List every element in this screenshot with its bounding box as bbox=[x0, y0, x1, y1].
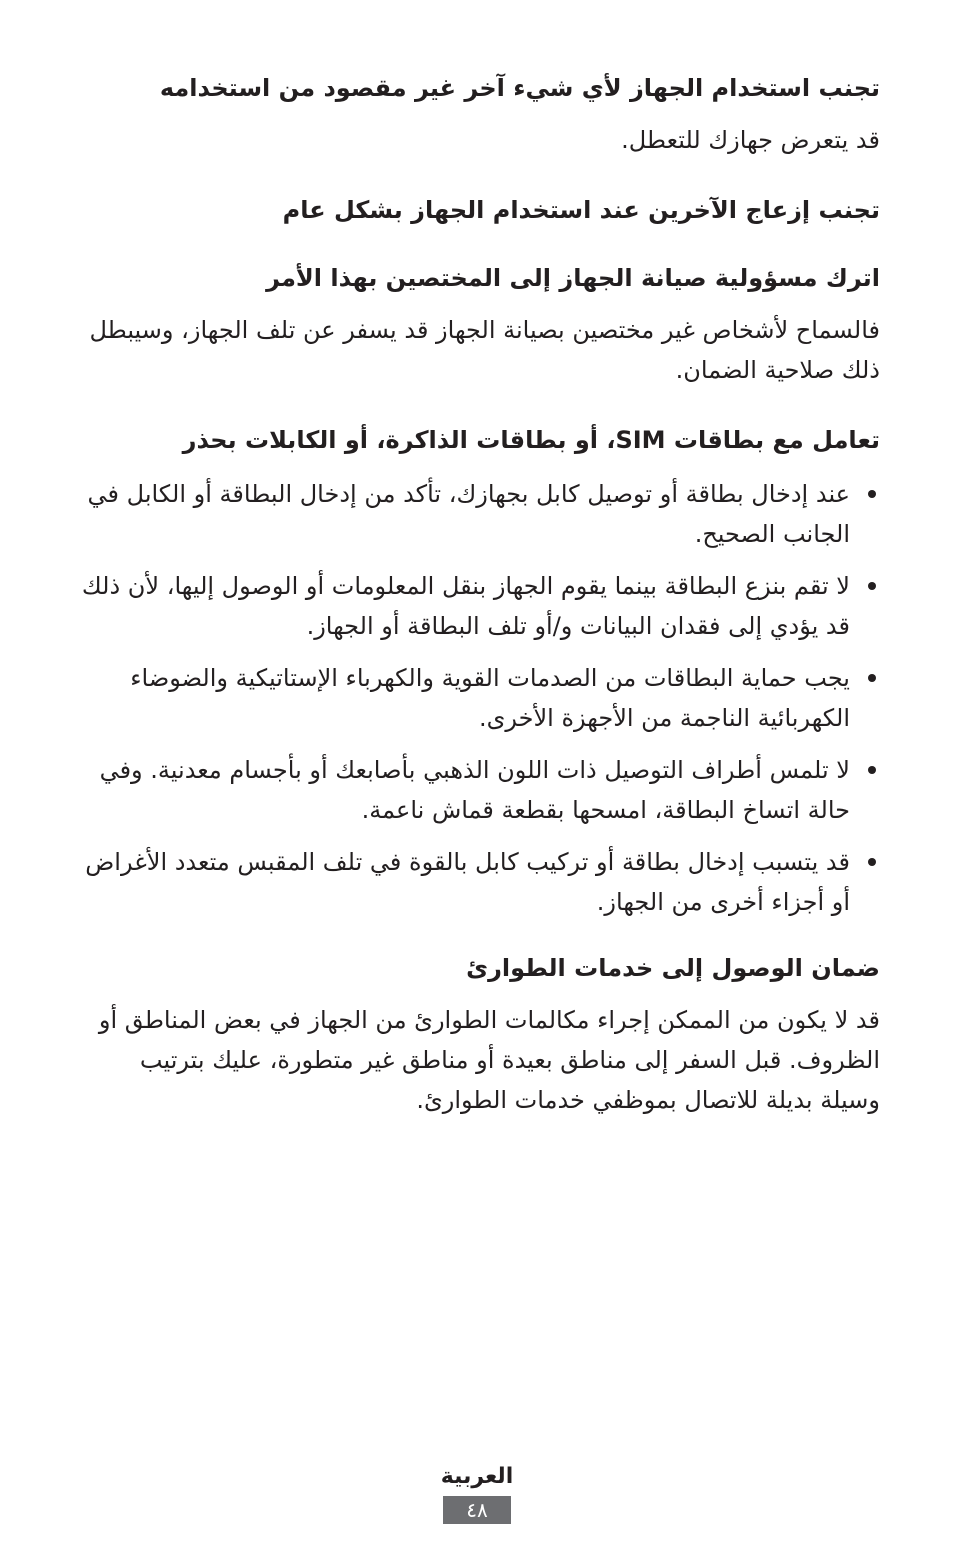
section-heading-cards-cables: تعامل مع بطاقات SIM، أو بطاقات الذاكرة، أو الكابلات بحذر bbox=[182, 426, 880, 454]
section-heading-emergency: ضمان الوصول إلى خدمات الطوارئ bbox=[466, 954, 880, 982]
section-paragraph-servicing: فالسماح لأشخاص غير مختصين بصيانة الجهاز قد يسفر عن تلف الجهاز، وسيبطل ذلك صلاحية الضمان. bbox=[89, 316, 880, 384]
section-heading-misuse: تجنب استخدام الجهاز لأي شيء آخر غير مقصود من استخدامه bbox=[159, 74, 880, 102]
list-item bbox=[74, 474, 880, 554]
footer-language: العربية bbox=[440, 1464, 514, 1489]
bullet-icon bbox=[868, 766, 876, 774]
list-item-text: عند إدخال بطاقة أو توصيل كابل بجهازك، تأكد من إدخال البطاقة أو الكابل في الجانب الصحيح. bbox=[87, 480, 850, 548]
section-heading-servicing: اترك مسؤولية صيانة الجهاز إلى المختصين بهذا الأمر bbox=[266, 264, 880, 292]
section-paragraph-emergency: قد لا يكون من الممكن إجراء مكالمات الطوارئ من الجهاز في بعض المناطق أو الظروف. قبل السفر إلى مناطق بعيدة أو مناطق غير متطورة، عليك بترتيب وسيلة بديلة للاتصال بموظفي خدمات الطوارئ. bbox=[98, 1006, 880, 1114]
bullet-icon bbox=[868, 490, 876, 498]
bullet-icon bbox=[868, 858, 876, 866]
bullet-icon bbox=[868, 582, 876, 590]
section-heading-disturb-others: تجنب إزعاج الآخرين عند استخدام الجهاز بشكل عام bbox=[282, 196, 880, 224]
list-item-text: يجب حماية البطاقات من الصدمات القوية والكهرباء الإستاتيكية والضوضاء الكهربائية الناجمة من الأجهزة الأخرى. bbox=[130, 664, 850, 732]
bullet-icon bbox=[868, 674, 876, 682]
list-item bbox=[74, 842, 880, 922]
page-number: ٤٨ bbox=[466, 1498, 488, 1522]
bullet-list-cards-cables bbox=[74, 474, 880, 922]
page-content bbox=[74, 68, 880, 1150]
list-item-text: لا تقم بنزع البطاقة بينما يقوم الجهاز بنقل المعلومات أو الوصول إليها، لأن ذلك قد يؤدي إلى فقدان البيانات و/أو تلف البطاقة أو الجهاز. bbox=[81, 572, 850, 640]
page-number-badge bbox=[443, 1496, 511, 1524]
list-item-text: لا تلمس أطراف التوصيل ذات اللون الذهبي بأصابعك أو بأجسام معدنية. وفي حالة اتساخ البطاقة، امسحها بقطعة قماش ناعمة. bbox=[99, 756, 850, 824]
list-item bbox=[74, 750, 880, 830]
page-footer bbox=[0, 1462, 954, 1524]
section-paragraph-misuse: قد يتعرض جهازك للتعطل. bbox=[621, 126, 880, 154]
list-item bbox=[74, 566, 880, 646]
list-item-text: قد يتسبب إدخال بطاقة أو تركيب كابل بالقوة في تلف المقبس متعدد الأغراض أو أجزاء أخرى من الجهاز. bbox=[85, 848, 850, 916]
list-item bbox=[74, 658, 880, 738]
